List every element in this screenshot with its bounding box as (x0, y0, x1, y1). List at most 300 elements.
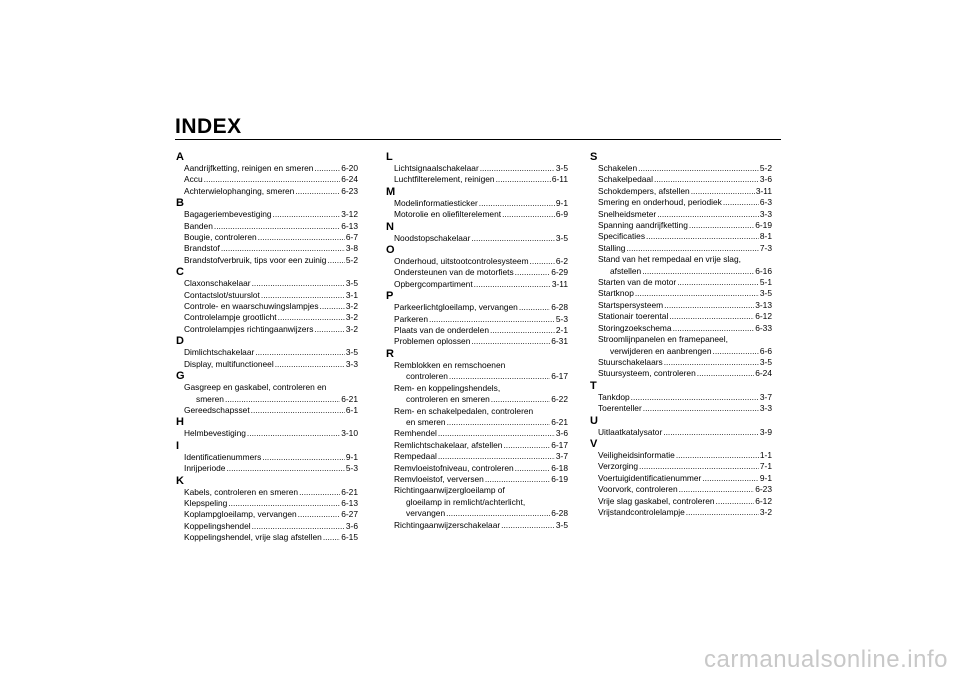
section-letter: U (590, 414, 598, 427)
section-letter: R (386, 347, 394, 360)
index-entry (590, 427, 772, 438)
entry-term: Modelinformatiesticker (394, 197, 478, 208)
page-number: 3-8 (345, 243, 358, 254)
dot-leader (278, 312, 345, 323)
index-entry (590, 163, 772, 174)
index-entry (176, 452, 358, 463)
index-entry (590, 288, 772, 299)
index-entry (386, 314, 568, 325)
section-letter: G (176, 370, 185, 383)
index-entry (590, 186, 772, 197)
entry-term: Stationair toerental (598, 311, 669, 322)
dot-leader (635, 288, 759, 299)
index-entry-continuation (386, 508, 568, 519)
index-entry (590, 496, 772, 507)
entry-term: Bougie, controleren (184, 232, 257, 243)
index-entry (590, 254, 772, 265)
page-number: 3-11 (755, 185, 772, 196)
entry-term: Stand van het rempedaal en vrije slag, (598, 254, 741, 265)
dot-leader (479, 198, 555, 209)
entry-term: Contactslot/stuurslot (184, 289, 260, 300)
dot-leader (262, 452, 345, 463)
entry-term: Storingzoekschema (598, 322, 672, 333)
index-entry (590, 209, 772, 220)
entry-term: Richtingaanwijzerschakelaar (394, 519, 501, 530)
entry-term: Veiligheidsinformatie (598, 449, 675, 460)
dot-leader (654, 174, 759, 185)
page-number: 3-2 (759, 506, 772, 517)
entry-term: Identificatienummers (184, 451, 262, 462)
dot-leader (228, 498, 340, 509)
page-number: 6-20 (341, 163, 358, 173)
dot-leader (697, 368, 754, 379)
dot-leader (474, 279, 551, 290)
index-entry (176, 405, 358, 416)
entry-term: Brandstof (184, 243, 220, 254)
page-title: INDEX (175, 115, 242, 138)
page-number: 9-1 (555, 197, 568, 208)
entry-term: Klepspeling (184, 497, 228, 508)
index-entry (176, 428, 358, 439)
dot-leader (646, 231, 759, 242)
entry-term: Remvloeistof, verversen (394, 473, 484, 484)
page-number: 6-24 (755, 368, 772, 379)
entry-term: Rempedaal (394, 451, 437, 462)
entry-term: Luchtfilterelement, reinigen (394, 174, 495, 185)
entry-term: Snelheidsmeter (598, 208, 657, 219)
page-number: 6-17 (551, 371, 568, 382)
index-entry (590, 243, 772, 254)
entry-term: Stuursysteem, controleren (598, 368, 696, 379)
dot-leader (643, 403, 759, 414)
entry-term: Opbergcompartiment (394, 278, 473, 289)
index-entry (176, 186, 358, 197)
entry-term: gloeilamp in remlicht/achterlicht, (406, 496, 526, 507)
entry-term: Noodstopschakelaar (394, 232, 471, 243)
dot-leader (447, 417, 551, 428)
page-number: 3-6 (345, 520, 358, 531)
entry-term: Remblokken en remschoenen (394, 359, 506, 370)
page-number: 3-5 (345, 278, 358, 289)
entry-term: Controlelampje grootlicht (184, 312, 277, 323)
section-letter: V (590, 437, 598, 450)
dot-leader (323, 532, 340, 543)
index-entry (386, 163, 568, 174)
dot-leader (221, 243, 345, 254)
index-entry-continuation (590, 346, 772, 357)
dot-leader (225, 394, 340, 405)
index-entry (386, 174, 568, 185)
entry-term: Startknop (598, 288, 634, 299)
dot-leader (327, 255, 344, 266)
index-entry (590, 403, 772, 414)
dot-leader (252, 278, 345, 289)
page-number: 6-18 (551, 462, 568, 473)
page-number: 6-23 (755, 484, 772, 495)
index-entry (590, 473, 772, 484)
index-entry (176, 243, 358, 254)
dot-leader (258, 232, 345, 243)
dot-leader (314, 324, 344, 335)
page-number: 3-2 (345, 301, 358, 312)
page-number: 7-3 (759, 242, 772, 253)
page-number: 6-12 (755, 495, 772, 506)
index-entry (176, 498, 358, 509)
section-letter: H (176, 416, 184, 429)
entry-term: Koppelingshendel (184, 520, 251, 531)
dot-leader (295, 186, 340, 197)
index-entry (176, 487, 358, 498)
title-rule (175, 139, 781, 140)
dot-leader (669, 311, 754, 322)
section-letter: S (590, 151, 598, 163)
dot-leader (642, 266, 754, 277)
entry-term: Inrijperiode (184, 463, 226, 474)
dot-leader (273, 209, 341, 220)
page-number: 6-21 (341, 486, 358, 497)
dot-leader (626, 243, 758, 254)
entry-term: Rem- en koppelingshendels, (394, 382, 501, 393)
dot-leader (491, 394, 550, 405)
entry-term: Problemen oplossen (394, 336, 471, 347)
entry-term: Voertuigidentificatienummer (598, 472, 702, 483)
dot-leader (204, 174, 341, 185)
index-entry (386, 428, 568, 439)
index-entry-continuation (386, 371, 568, 382)
index-entry (386, 485, 568, 496)
index-entry (590, 461, 772, 472)
entry-term: controleren (406, 371, 448, 382)
dot-leader (501, 520, 555, 531)
page-number: 3-3 (759, 403, 772, 414)
entry-term: Remvloeistofniveau, controleren (394, 462, 514, 473)
dot-leader (503, 440, 550, 451)
dot-leader (299, 487, 340, 498)
page-number: 6-15 (341, 532, 358, 543)
entry-term: Startspersysteem (598, 299, 664, 310)
entry-term: Parkeren (394, 313, 428, 324)
page-number: 6-22 (551, 394, 568, 405)
index-entry (386, 233, 568, 244)
entry-term: Remlichtschakelaar, afstellen (394, 439, 503, 450)
index-entry (176, 509, 358, 520)
dot-leader (639, 461, 759, 472)
index-entry (386, 440, 568, 451)
section-letter: P (386, 290, 394, 303)
dot-leader (679, 484, 755, 495)
entry-term: Remhendel (394, 428, 437, 439)
entry-term: Schakelpedaal (598, 174, 653, 185)
page-number: 3-3 (759, 208, 772, 219)
page-number: 6-27 (341, 509, 358, 520)
index-entry (386, 267, 568, 278)
entry-term: controleren en smeren (406, 394, 490, 405)
entry-term: Controle- en waarschuwingslampjes (184, 301, 319, 312)
index-entry-continuation (386, 394, 568, 405)
page-number: 6-24 (341, 174, 358, 185)
page-number: 3-2 (345, 323, 358, 334)
index-entry (590, 220, 772, 231)
entry-term: Specificaties (598, 231, 646, 242)
page-number: 3-9 (759, 426, 772, 437)
entry-term: afstellen (610, 265, 642, 276)
entry-term: Bagageriembevestiging (184, 209, 272, 220)
page-number: 3-1 (345, 289, 358, 300)
entry-term: Gasgreep en gaskabel, controleren en (184, 382, 327, 393)
page-number: 8-1 (759, 231, 772, 242)
index-entry (176, 290, 358, 301)
page-number: 3-5 (759, 356, 772, 367)
index-entry (386, 451, 568, 462)
page-number: 6-21 (341, 393, 358, 404)
page-number: 6-1 (345, 404, 358, 415)
page-number: 9-1 (759, 472, 772, 483)
page-number: 3-12 (341, 209, 358, 220)
index-entry (386, 198, 568, 209)
page-number: 5-1 (759, 277, 772, 288)
entry-term: Parkeerlichtgloeilamp, vervangen (394, 302, 518, 313)
page-number: 6-13 (341, 497, 358, 508)
page-number: 2-1 (555, 325, 568, 336)
entry-term: Display, multifunctioneel (184, 358, 274, 369)
page-number: 3-11 (551, 278, 568, 289)
index-entry (176, 532, 358, 543)
dot-leader (480, 163, 555, 174)
index-entry (176, 163, 358, 174)
dot-leader (515, 463, 551, 474)
dot-leader (449, 371, 550, 382)
dot-leader (446, 508, 550, 519)
page-number: 6-3 (759, 197, 772, 208)
dot-leader (723, 197, 759, 208)
page-number: 6-31 (551, 336, 568, 347)
page-number: 3-3 (345, 358, 358, 369)
entry-term: Vrije slag gaskabel, controleren (598, 495, 715, 506)
section-letter: N (386, 220, 394, 233)
index-entry (386, 383, 568, 394)
index-entry (176, 301, 358, 312)
section-letter: T (590, 379, 597, 392)
index-entry-continuation (176, 394, 358, 405)
index-entry (176, 312, 358, 323)
entry-term: Smering en onderhoud, periodiek (598, 197, 722, 208)
dot-leader (275, 359, 345, 370)
index-entry (176, 232, 358, 243)
index-entry (176, 463, 358, 474)
dot-leader (657, 209, 759, 220)
page-number: 5-3 (345, 463, 358, 474)
entry-term: Helmbevestiging (184, 428, 246, 439)
index-entry (386, 406, 568, 417)
section-letter: M (386, 185, 396, 198)
page-number: 3-5 (555, 232, 568, 243)
page-number: 3-2 (345, 312, 358, 323)
index-entry (386, 302, 568, 313)
page-number: 1-1 (759, 449, 772, 460)
dot-leader (429, 314, 555, 325)
entry-term: Uitlaatkatalysator (598, 426, 663, 437)
index-entry (176, 221, 358, 232)
index-entry (590, 450, 772, 461)
page-number: 6-6 (759, 345, 772, 356)
page-number: 3-7 (555, 451, 568, 462)
index-entry (590, 300, 772, 311)
index-entry (590, 231, 772, 242)
page-number: 6-11 (551, 174, 568, 185)
page-number: 5-2 (759, 163, 772, 173)
index-entry (176, 174, 358, 185)
index-entry (386, 474, 568, 485)
dot-leader (251, 405, 345, 416)
dot-leader (638, 163, 759, 174)
entry-term: Onderhoud, uitstootcontrolesysteem (394, 256, 529, 267)
dot-leader (663, 427, 759, 438)
entry-term: Spanning aandrijfketting (598, 220, 688, 231)
dot-leader (255, 347, 345, 358)
index-entry (590, 277, 772, 288)
section-letter: A (176, 151, 184, 163)
entry-term: Brandstofverbruik, tips voor een zuinig (184, 254, 327, 265)
dot-leader (226, 463, 344, 474)
index-entry (176, 359, 358, 370)
dot-leader (314, 163, 340, 174)
index-entry (590, 311, 772, 322)
dot-leader (677, 277, 759, 288)
page-number: 3-7 (759, 391, 772, 402)
entry-term: verwijderen en aanbrengen (610, 345, 712, 356)
entry-term: Voorvork, controleren (598, 484, 678, 495)
dot-leader (673, 323, 755, 334)
page-number: 6-13 (341, 220, 358, 231)
index-entry-continuation (386, 497, 568, 508)
dot-leader (702, 473, 759, 484)
page-number: 5-3 (555, 313, 568, 324)
index-entry (386, 209, 568, 220)
entry-term: Accu (184, 174, 203, 185)
index-entry (590, 392, 772, 403)
section-letter: K (176, 474, 184, 487)
entry-term: Stuurschakelaars (598, 356, 663, 367)
index-entry (590, 368, 772, 379)
index-entry-continuation (386, 417, 568, 428)
dot-leader (716, 496, 755, 507)
dot-leader (676, 450, 759, 461)
index-entry (386, 256, 568, 267)
page-number: 6-33 (755, 322, 772, 333)
section-letter: L (386, 151, 393, 163)
dot-leader (664, 357, 759, 368)
page-number: 6-21 (551, 416, 568, 427)
page-number: 6-17 (551, 439, 568, 450)
dot-leader (490, 325, 555, 336)
index-entry (176, 278, 358, 289)
index-entry (386, 520, 568, 531)
page-number: 3-5 (555, 163, 568, 173)
entry-term: Toerenteller (598, 403, 642, 414)
dot-leader (320, 301, 345, 312)
entry-term: Tankdop (598, 391, 630, 402)
index-entry (176, 209, 358, 220)
page-number: 3-10 (341, 428, 358, 439)
index-column-2 (386, 151, 568, 531)
index-column-1 (176, 151, 358, 544)
entry-term: Richtingaanwijzergloeilamp of (394, 485, 505, 496)
index-entry (386, 360, 568, 371)
dot-leader (713, 346, 759, 357)
index-entry (590, 197, 772, 208)
section-letter: C (176, 266, 184, 279)
dot-leader (438, 451, 555, 462)
dot-leader (689, 220, 754, 231)
page-number: 5-2 (345, 254, 358, 265)
dot-leader (261, 290, 345, 301)
entry-term: Dimlichtschakelaar (184, 347, 255, 358)
entry-term: Starten van de motor (598, 277, 677, 288)
page-number: 6-9 (555, 209, 568, 220)
watermark: carmanualsonline.info (704, 646, 948, 673)
dot-leader (515, 267, 551, 278)
dot-leader (247, 428, 340, 439)
page-number: 6-19 (755, 220, 772, 231)
page-number: 6-2 (555, 256, 568, 267)
entry-term: Kabels, controleren en smeren (184, 486, 299, 497)
dot-leader (502, 209, 555, 220)
entry-term: Plaats van de onderdelen (394, 325, 489, 336)
dot-leader (485, 474, 550, 485)
entry-term: vervangen (406, 508, 446, 519)
entry-term: Lichtsignaalschakelaar (394, 163, 479, 173)
dot-leader (686, 507, 759, 518)
entry-term: Schakelen (598, 163, 638, 173)
entry-term: Vrijstandcontrolelampje (598, 506, 685, 517)
page-number: 6-28 (551, 508, 568, 519)
page-number: 6-19 (551, 473, 568, 484)
entry-term: Koppelingshendel, vrije slag afstellen (184, 532, 322, 543)
dot-leader (519, 302, 550, 313)
dot-leader (471, 336, 550, 347)
page-number: 3-5 (759, 288, 772, 299)
entry-term: Controlelampjes richtingaanwijzers (184, 323, 314, 334)
index-entry (590, 484, 772, 495)
entry-term: Motorolie en oliefilterelement (394, 209, 502, 220)
section-letter: O (386, 244, 395, 257)
entry-term: Aandrijfketting, reinigen en smeren (184, 163, 314, 173)
page-number: 6-7 (345, 232, 358, 243)
index-entry (176, 255, 358, 266)
page-number: 6-12 (755, 311, 772, 322)
index-entry (386, 463, 568, 474)
dot-leader (214, 221, 340, 232)
page-number: 6-29 (551, 267, 568, 278)
entry-term: Stalling (598, 242, 626, 253)
section-letter: D (176, 335, 184, 348)
index-entry (176, 347, 358, 358)
entry-term: Verzorging (598, 461, 639, 472)
page-number: 7-1 (759, 461, 772, 472)
page-number: 6-28 (551, 302, 568, 313)
page-number: 3-6 (759, 174, 772, 185)
index-entry (386, 325, 568, 336)
entry-term: Koplampgloeilamp, vervangen (184, 509, 297, 520)
index-entry-continuation (590, 266, 772, 277)
page-number: 3-5 (555, 519, 568, 530)
entry-term: Claxonschakelaar (184, 278, 251, 289)
index-entry (386, 279, 568, 290)
page-number: 9-1 (345, 451, 358, 462)
entry-term: Stroomlijnpanelen en framepaneel, (598, 334, 728, 345)
page-number: 3-6 (555, 428, 568, 439)
dot-leader (530, 256, 555, 267)
